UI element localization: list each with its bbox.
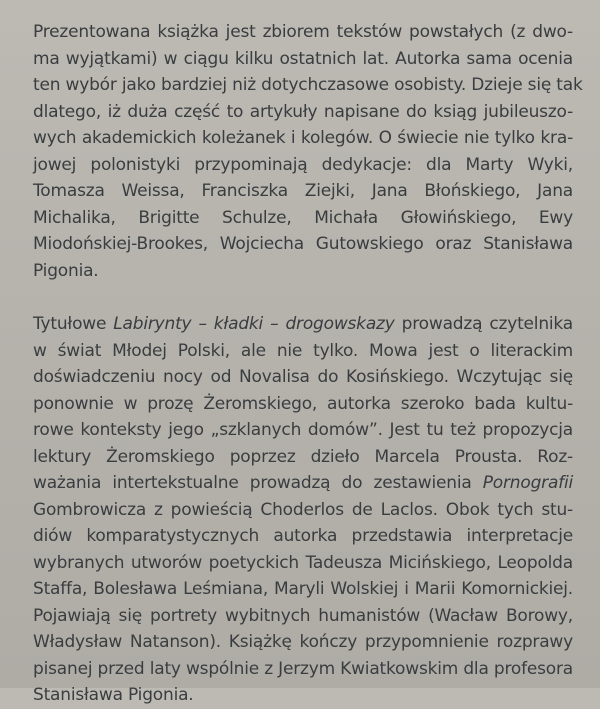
text-line: ponownie w prozę Żeromskiego, autorka szeroko bada kultu- — [33, 393, 573, 414]
text-line: Stanisława Pigonia. — [33, 685, 194, 705]
text-run: Tytułowe — [33, 314, 114, 334]
book-title-italic: Labirynty – kładki – drogowskazy — [113, 314, 395, 334]
text-line: Tomasza Weissa, Franciszka Ziejki, Jana Błońskiego, Jana — [33, 181, 573, 201]
text-line: wych akademickich koleżanek i kolegów. O świecie nie tylko kra- — [33, 128, 573, 148]
text-line: Pojawiają się portrety wybitnych humanistów (Wacław Borowy, — [33, 605, 573, 626]
text-line: jowej polonistyki przypominają dedykacje: dla Marty Wyki, — [33, 154, 573, 175]
text-line: rowe konteksty jego „szklanych domów”. Jest tu też propozycja — [33, 420, 573, 440]
text-line: Władysław Natanson). Książkę kończy przypomnienie rozprawy — [33, 632, 573, 652]
text-line: Staffa, Bolesława Leśmiana, Maryli Wolskiej i Marii Komornickiej. — [33, 579, 573, 599]
paragraph-contents-overview — [33, 311, 573, 709]
text-line: lektury Żeromskiego poprzez dzieło Marcela Prousta. Roz- — [33, 446, 573, 467]
text-line: doświadczeniu nocy od Novalisa do Kosińskiego. Wczytując się — [33, 367, 573, 387]
text-line — [33, 311, 573, 338]
text-line: Gombrowicza z powieścią Choderlos de Laclos. Obok tych stu- — [33, 499, 573, 520]
text-line: dlatego, iż duża część to artykuły napisane do ksiąg jubileuszo- — [33, 101, 573, 122]
text-run: prowadzą czytelnika — [394, 314, 573, 334]
paragraph-collection-intro — [33, 19, 583, 284]
text-line: w świat Młodej Polski, ale nie tylko. Mowa jest o literackim — [33, 340, 573, 361]
text-line: ma wyjątkami) w ciągu kilku ostatnich lat. Autorka sama ocenia — [33, 48, 573, 69]
text-line: pisanej przed laty wspólnie z Jerzym Kwiatkowskim dla profesora — [33, 658, 573, 679]
text-run: ważania intertekstualne prowadzą do zestawienia — [33, 473, 483, 493]
text-line: diów komparatystycznych autorka przedstawia interpretacje — [33, 526, 573, 546]
text-line: Miodońskiej-Brookes, Wojciecha Gutowskiego oraz Stanisława — [33, 234, 573, 254]
text-line: Prezentowana książka jest zbiorem tekstów powstałych (z dwo- — [33, 22, 573, 42]
text-line — [33, 470, 573, 497]
work-title-italic: Pornografii — [482, 473, 573, 493]
text-line: ten wybór jako bardziej niż dotychczasowe osobisty. Dzieje się tak — [33, 75, 583, 95]
text-line: Michalika, Brigitte Schulze, Michała Głowińskiego, Ewy — [33, 207, 573, 228]
text-line: wybranych utworów poetyckich Tadeusza Micińskiego, Leopolda — [33, 552, 573, 573]
text-line: Pigonia. — [33, 260, 99, 281]
